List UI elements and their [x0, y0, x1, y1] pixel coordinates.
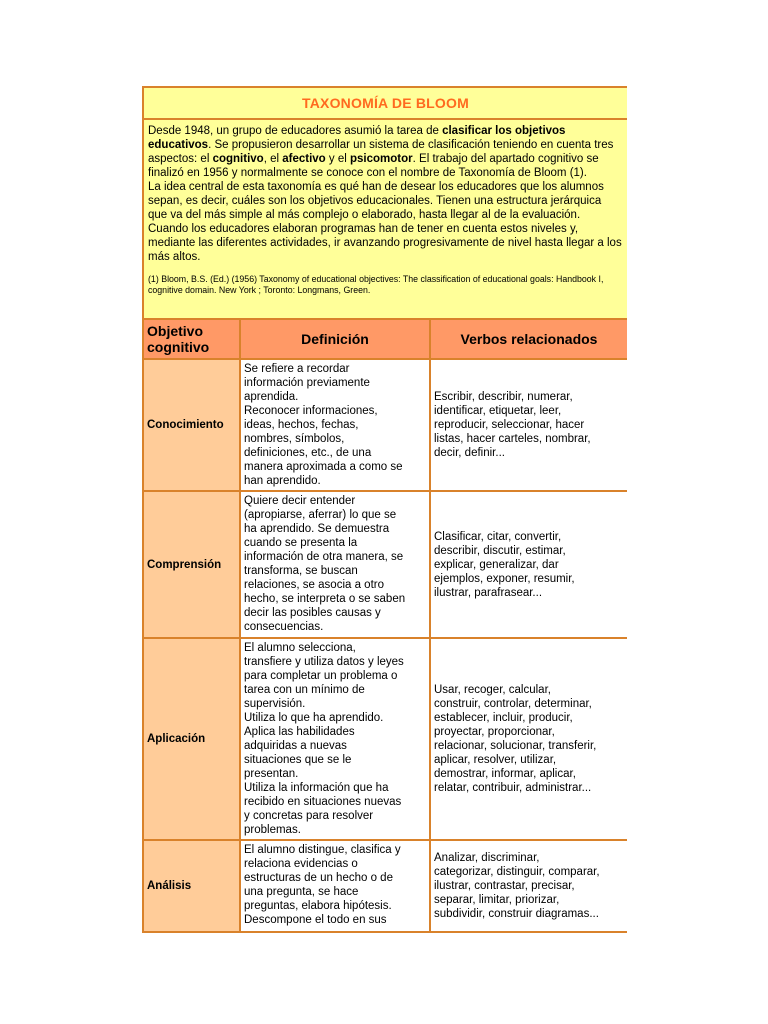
text-line: han aprendido. — [244, 475, 321, 487]
document-sheet — [142, 86, 627, 935]
definition-cell — [241, 360, 431, 492]
text-line: nombres, símbolos, — [244, 433, 345, 445]
text-line: Utiliza la información que ha — [244, 782, 389, 794]
header-verbos-relacionados: Verbos relacionados — [431, 320, 627, 360]
text-line: (apropiarse, aferrar) lo que se — [244, 509, 397, 521]
text-line: información previamente — [244, 377, 370, 389]
text-line: Aplica las habilidades — [244, 726, 355, 738]
level-label: Comprensión — [144, 492, 241, 639]
text-line: ejemplos, exponer, resumir, — [434, 572, 575, 585]
text-line: transfiere y utiliza datos y leyes — [244, 656, 404, 668]
text-line: relaciona evidencias o — [244, 858, 358, 870]
text-line: consecuencias. — [244, 621, 324, 633]
text-line: hecho, se interpreta o se saben — [244, 593, 406, 605]
text-line: Reconocer informaciones, — [244, 405, 378, 417]
intro-paragraph-2: La idea central de esta taxonomía es qué han de desear los educadores que los alumnos sepan, es decir, cuáles son los objetivos educacionales. Tienen una estructura jerárquica que va del más simple al más complejo o elaborado, hasta llegar al de la evaluación. Cuando los educadores elaboran programas han de tener en cuenta estos niveles y, mediante las diferentes actividades, ir avanzando progresivamente de nivel hasta llegar a los más altos. — [148, 181, 622, 263]
level-label: Aplicación — [144, 639, 241, 841]
text-line: estructuras de un hecho o de — [244, 872, 393, 884]
header-objetivo-cognitivo: Objetivo cognitivo — [144, 320, 241, 360]
text-line: decir, definir... — [434, 447, 505, 459]
text-line: cuando se presenta la — [244, 537, 358, 549]
text-line: establecer, incluir, producir, — [434, 712, 573, 724]
text-line: separar, limitar, priorizar, — [434, 894, 560, 906]
text-line: explicar, generalizar, dar — [434, 558, 559, 571]
text-line: presentan. — [244, 768, 299, 780]
text-line: Descompone el todo en sus — [244, 914, 387, 926]
definition-cell — [241, 841, 431, 933]
text-line: aplicar, resolver, utilizar, — [434, 754, 557, 766]
text-line: situaciones que se le — [244, 754, 352, 766]
header-definicion: Definición — [241, 320, 431, 360]
text-line: demostrar, informar, aplicar, — [434, 768, 576, 780]
text-line: relacionar, solucionar, transferir, — [434, 740, 597, 752]
text-line: proyectar, proporcionar, — [434, 726, 555, 738]
intro-text — [144, 120, 627, 320]
text-line: Clasificar, citar, convertir, — [434, 530, 562, 543]
text-line: reproducir, seleccionar, hacer — [434, 419, 585, 431]
text-line: Quiere decir entender — [244, 495, 356, 507]
text-line: identificar, etiquetar, leer, — [434, 405, 562, 417]
bibliographic-reference: (1) Bloom, B.S. (Ed.) (1956) Taxonomy of educational objectives: The classification of educational goals: Handbook I, cognitive domain. New York ; Toronto: Longmans, Green. — [148, 274, 604, 295]
text-line: ilustrar, contrastar, precisar, — [434, 880, 575, 892]
level-label: Análisis — [144, 841, 241, 933]
text-line: información de otra manera, se — [244, 551, 404, 563]
verbs-cell — [431, 492, 627, 639]
table-row — [144, 492, 627, 639]
intro-paragraph-1: Desde 1948, un grupo de educadores asumió la tarea de clasificar los objetivos educativos. Se propusieron desarrollar un sistema de clasificación teniendo en cuenta tres aspectos: el cognitivo, el afectivo y el psicomotor. El trabajo del apartado cognitivo se finalizó en 1956 y normalmente se conoce con el nombre de Taxonomía de Bloom (1). — [148, 125, 614, 179]
text-line: categorizar, distinguir, comparar, — [434, 866, 600, 878]
table-row — [144, 360, 627, 492]
text-line: problemas. — [244, 824, 301, 836]
text-line: ilustrar, parafrasear... — [434, 586, 543, 599]
text-line: El alumno distingue, clasifica y — [244, 844, 401, 856]
text-line: una pregunta, se hace — [244, 886, 359, 898]
text-line: ideas, hechos, fechas, — [244, 419, 359, 431]
level-label: Conocimiento — [144, 360, 241, 492]
verbs-cell — [431, 639, 627, 841]
table-row — [144, 639, 627, 841]
text-line: preguntas, elabora hipótesis. — [244, 900, 392, 912]
text-line: Analizar, discriminar, — [434, 852, 540, 864]
text-line: transforma, se buscan — [244, 565, 358, 577]
text-line: ha aprendido. Se demuestra — [244, 523, 390, 535]
text-line: El alumno selecciona, — [244, 642, 356, 654]
table-title: TAXONOMÍA DE BLOOM — [144, 88, 627, 120]
definition-cell — [241, 639, 431, 841]
text-line: para completar un problema o — [244, 670, 398, 682]
text-line: Utiliza lo que ha aprendido. — [244, 712, 384, 724]
text-line: definiciones, etc., de una — [244, 447, 372, 459]
text-line: decir las posibles causas y — [244, 607, 381, 619]
text-line: manera aproximada a como se — [244, 461, 403, 473]
text-line: supervisión. — [244, 698, 306, 710]
text-line: Usar, recoger, calcular, — [434, 684, 551, 696]
bloom-taxonomy-table — [142, 86, 627, 933]
verbs-cell — [431, 360, 627, 492]
text-line: relatar, contribuir, administrar... — [434, 782, 592, 794]
text-line: recibido en situaciones nuevas — [244, 796, 402, 808]
text-line: Escribir, describir, numerar, — [434, 391, 573, 403]
text-line: tarea con un mínimo de — [244, 684, 365, 696]
text-line: listas, hacer carteles, nombrar, — [434, 433, 591, 445]
text-line: adquiridas a nuevas — [244, 740, 347, 752]
text-line: describir, discutir, estimar, — [434, 544, 566, 557]
text-line: construir, controlar, determinar, — [434, 698, 592, 710]
verbs-cell — [431, 841, 627, 933]
text-line: subdividir, construir diagramas... — [434, 908, 599, 920]
text-line: aprendida. — [244, 391, 299, 403]
text-line: Se refiere a recordar — [244, 363, 350, 375]
definition-cell — [241, 492, 431, 639]
text-line: y concretas para resolver — [244, 810, 374, 822]
table-row — [144, 841, 627, 933]
text-line: relaciones, se asocia a otro — [244, 579, 384, 591]
